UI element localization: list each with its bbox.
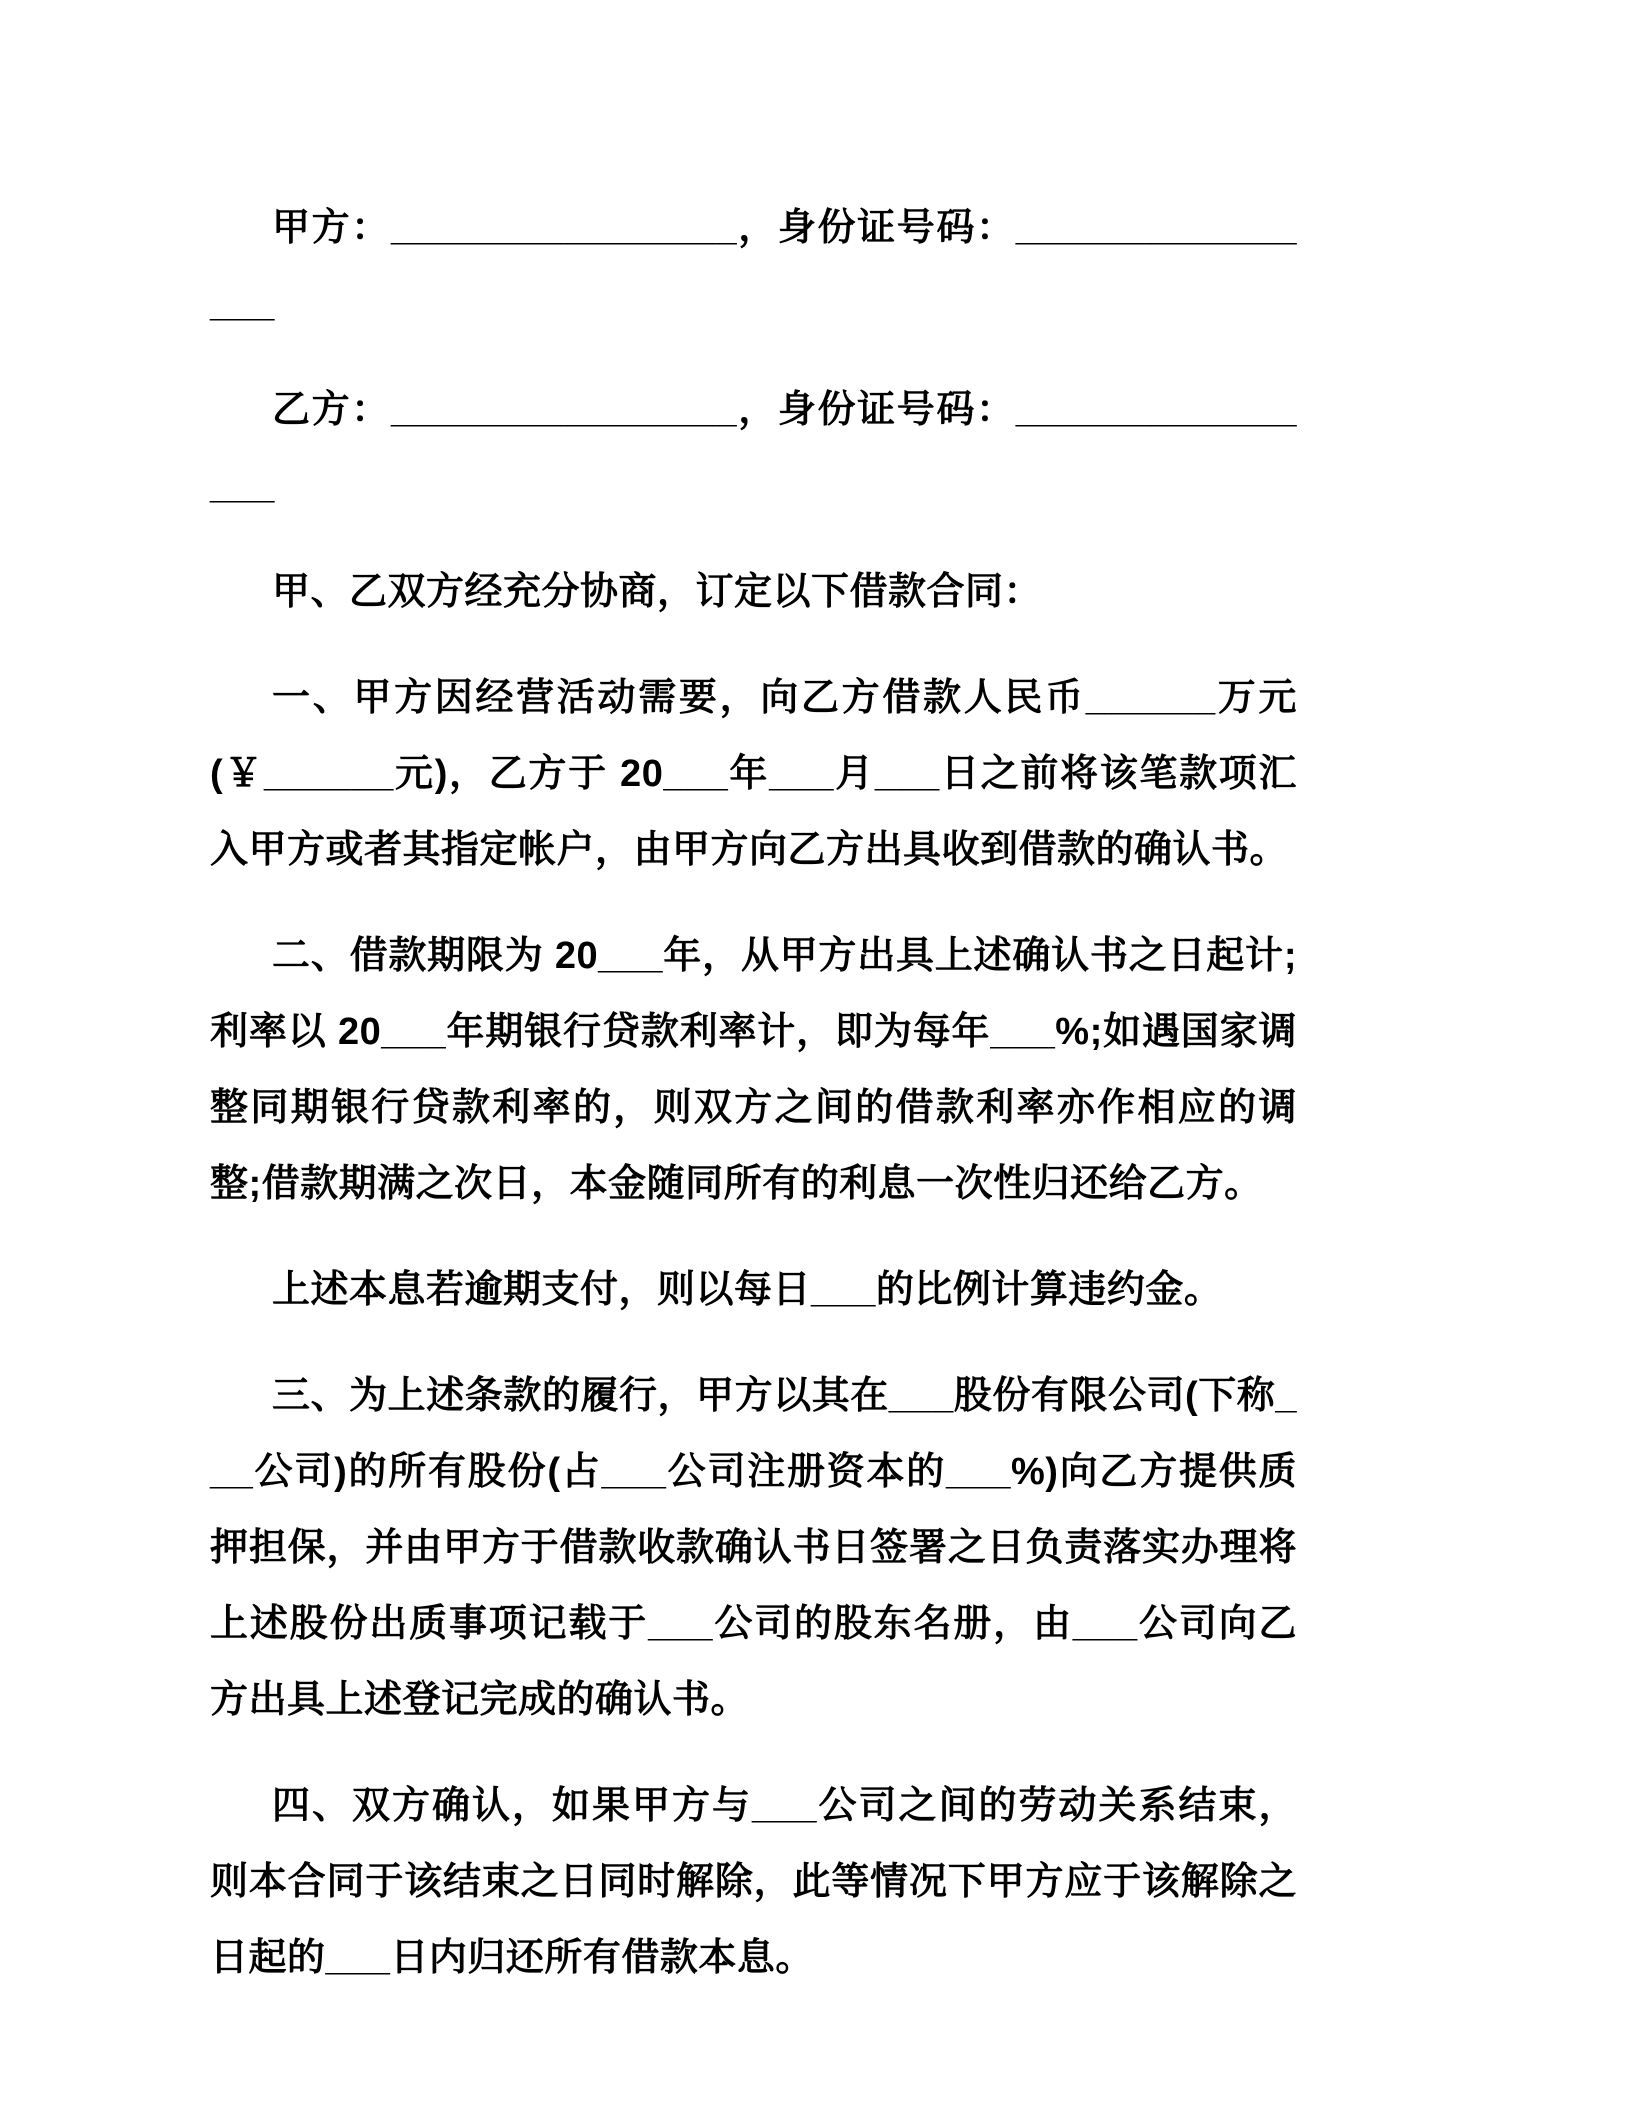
paragraph: 甲方：________________，身份证号码：________________ xyxy=(210,207,1297,325)
paragraph: 甲、乙双方经充分协商，订定以下借款合同： xyxy=(272,571,1043,613)
paragraph: 一、甲方因经营活动需要，向乙方借款人民币______万元(￥______元)，乙方于 20___年___月___日之前将该笔款项汇入甲方或者其指定帐户，由甲方向乙方出具收到借款的确认书。 xyxy=(210,677,1297,871)
paragraph: 四、双方确认，如果甲方与___公司之间的劳动关系结束，则本合同于该结束之日同时解除，此等情况下甲方应于该解除之日起的___日内归还所有借款本息。 xyxy=(210,1785,1297,1979)
paragraph: 二、借款期限为 20___年，从甲方出具上述确认书之日起计;利率以 20___年期银行贷款利率计，即为每年___%;如遇国家调整同期银行贷款利率的，则双方之间的借款利率亦作相应的调整;借款期满之次日，本金随同所有的利息一次性归还给乙方。 xyxy=(210,935,1297,1205)
paragraph: 三、为上述条款的履行，甲方以其在___股份有限公司(下称___公司)的所有股份(占___公司注册资本的___%)向乙方提供质押担保，并由甲方于借款收款确认书日签署之日负责落实办理将上述股份出质事项记载于___公司的股东名册，由___公司向乙方出具上述登记完成的确认书。 xyxy=(210,1375,1297,1721)
paragraph: 上述本息若逾期支付，则以每日___的比例计算违约金。 xyxy=(272,1269,1223,1311)
paragraph: 乙方：________________，身份证号码：________________ xyxy=(210,389,1297,507)
